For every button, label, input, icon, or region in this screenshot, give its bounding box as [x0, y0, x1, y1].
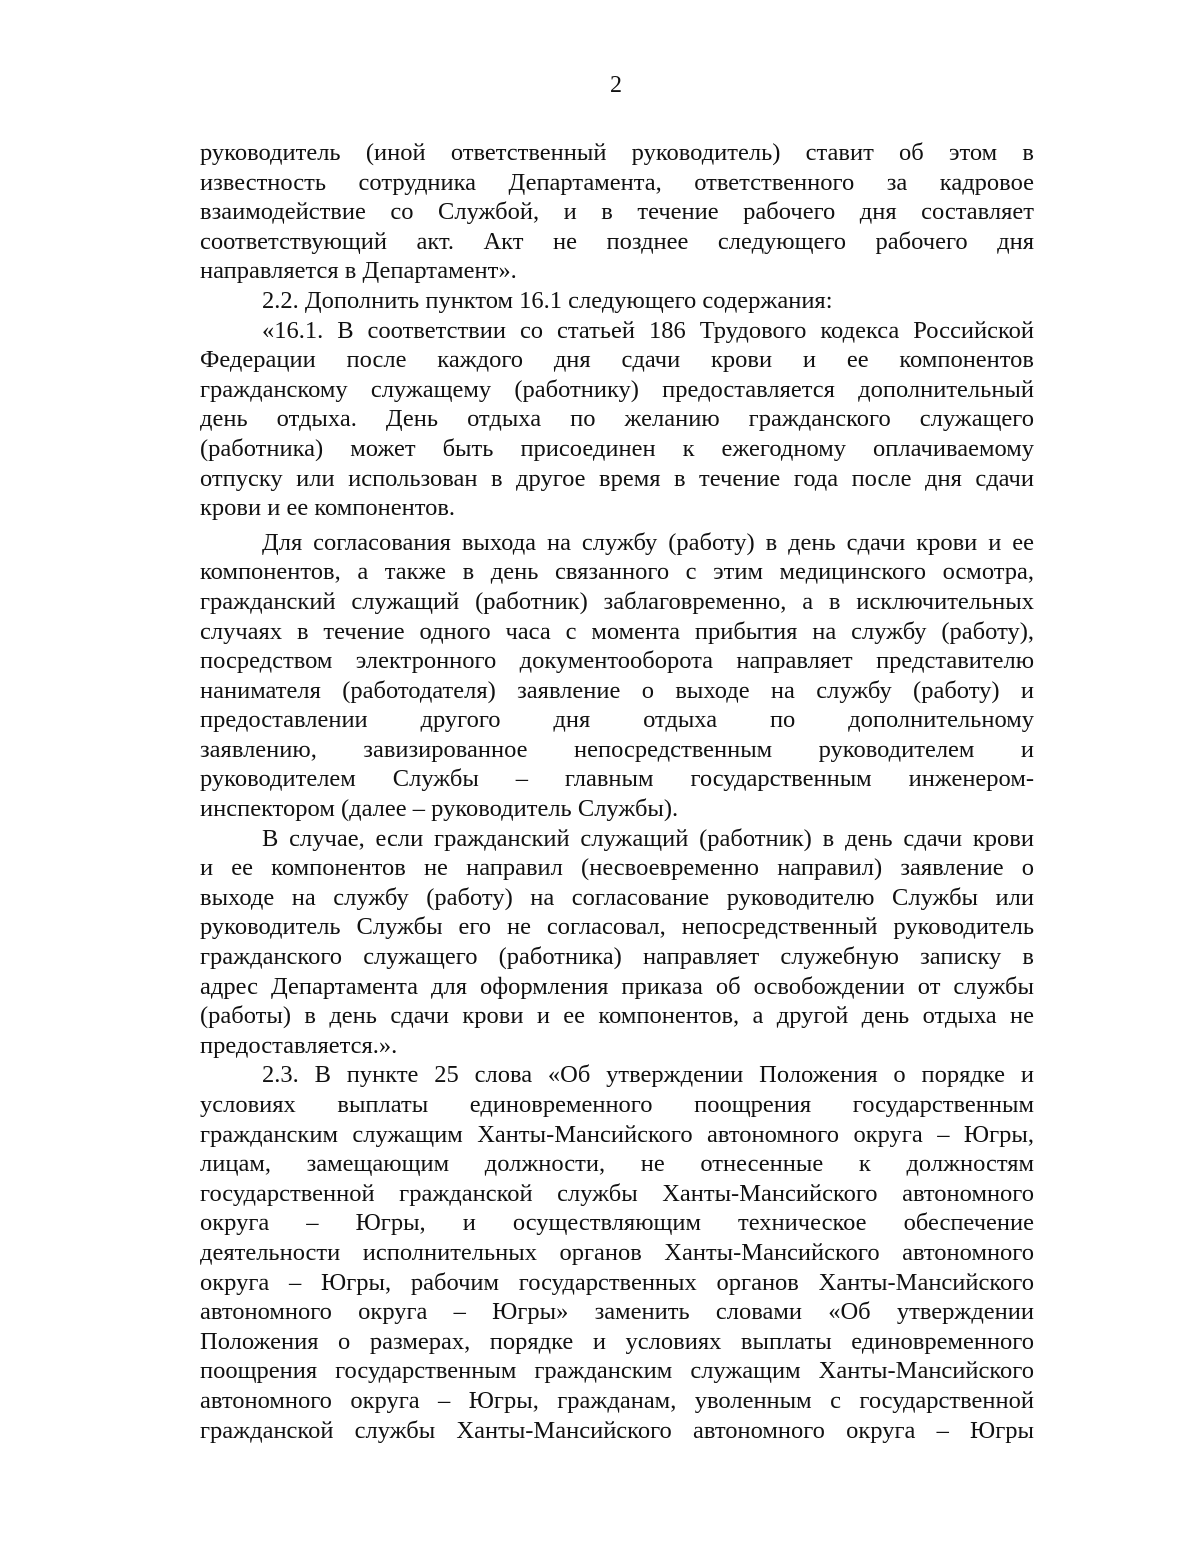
- text-line: (работы) в день сдачи крови и ее компонентов, а другой день отдыха не: [200, 1002, 1034, 1030]
- text-line: отпуску или использован в другое время в течение года после дня сдачи: [200, 464, 1034, 492]
- text-line: Для согласования выхода на службу (работу) в день сдачи крови и ее: [262, 528, 1034, 556]
- text-line: направляется в Департамент».: [200, 257, 517, 285]
- text-line: гражданского служащего (работника) направляет служебную записку в: [200, 943, 1034, 971]
- text-line: округа – Югры, рабочим государственных органов Ханты-Мансийского: [200, 1268, 1034, 1296]
- paragraph-agreement: [200, 528, 1034, 824]
- text-line: взаимодействие со Службой, и в течение рабочего дня составляет: [200, 198, 1034, 226]
- text-line: 2.3. В пункте 25 слова «Об утверждении Положения о порядке и: [262, 1061, 1034, 1089]
- text-line: «16.1. В соответствии со статьей 186 Трудового кодекса Российской: [262, 316, 1034, 344]
- text-line: инспектором (далее – руководитель Службы).: [200, 795, 679, 823]
- text-line: гражданский служащий (работник) заблаговременно, а в исключительных: [200, 587, 1034, 615]
- text-line: В случае, если гражданский служащий (работник) в день сдачи крови: [262, 824, 1034, 852]
- paragraph-continuation: [200, 138, 1034, 286]
- text-line: руководителем Службы – главным государственным инженером-: [200, 765, 1034, 793]
- text-line: Федерации после каждого дня сдачи крови и ее компонентов: [200, 346, 1034, 374]
- text-line: руководитель Службы его не согласовал, непосредственный руководитель: [200, 913, 1034, 941]
- text-line: нанимателя (работодателя) заявление о выходе на службу (работу) и: [200, 676, 1034, 704]
- text-line: (работника) может быть присоединен к ежегодному оплачиваемому: [200, 434, 1034, 462]
- text-line: и ее компонентов не направил (несвоевременно направил) заявление о: [200, 854, 1034, 882]
- paragraph-16-1: [200, 316, 1034, 523]
- paragraph-2-2: [200, 286, 1034, 316]
- text-line: лицам, замещающим должности, не отнесенные к должностям: [200, 1150, 1034, 1178]
- text-line: государственной гражданской службы Ханты-Мансийского автономного: [200, 1179, 1034, 1207]
- text-line: крови и ее компонентов.: [200, 494, 456, 522]
- text-line: деятельности исполнительных органов Ханты-Мансийского автономного: [200, 1238, 1034, 1266]
- text-line: условиях выплаты единовременного поощрения государственным: [200, 1091, 1034, 1118]
- text-line: гражданским служащим Ханты-Мансийского автономного округа – Югры,: [200, 1120, 1034, 1148]
- text-line: известность сотрудника Департамента, ответственного за кадровое: [200, 168, 1034, 196]
- text-line: предоставлении другого дня отдыха по дополнительному: [200, 706, 1034, 734]
- text-line: поощрения государственным гражданским служащим Ханты-Мансийского: [200, 1357, 1034, 1385]
- text-line: автономного округа – Югры» заменить словами «Об утверждении: [200, 1298, 1034, 1326]
- text-line: гражданскому служащему (работнику) предоставляется дополнительный: [200, 375, 1034, 403]
- text-line: автономного округа – Югры, гражданам, уволенным с государственной: [200, 1386, 1034, 1414]
- text-line: предоставляется.».: [200, 1031, 398, 1059]
- text-line: посредством электронного документооборота направляет представителю: [200, 647, 1034, 675]
- text-line: случаях в течение одного часа с момента прибытия на службу (работу),: [200, 617, 1034, 645]
- page-number: 2: [610, 72, 622, 98]
- text-line: руководитель (иной ответственный руководитель) ставит об этом в: [200, 139, 1034, 166]
- paragraph-case: [200, 824, 1034, 1061]
- paragraph-2-3: [200, 1060, 1034, 1445]
- text-line: округа – Югры, и осуществляющим техническое обеспечение: [200, 1209, 1034, 1237]
- text-line: гражданской службы Ханты-Мансийского автономного округа – Югры: [200, 1416, 1034, 1444]
- document-body: [200, 138, 1034, 1445]
- text-line: заявлению, завизированное непосредственным руководителем и: [200, 735, 1034, 763]
- text-line: выходе на службу (работу) на согласование руководителю Службы или: [200, 883, 1034, 911]
- text-line: Положения о размерах, порядке и условиях выплаты единовременного: [200, 1327, 1034, 1355]
- text-line: день отдыха. День отдыха по желанию гражданского служащего: [200, 405, 1034, 433]
- text-line: соответствующий акт. Акт не позднее следующего рабочего дня: [200, 227, 1034, 255]
- text-line: адрес Департамента для оформления приказа об освобождении от службы: [200, 972, 1034, 1000]
- text-line: 2.2. Дополнить пунктом 16.1 следующего содержания:: [262, 286, 833, 314]
- text-line: компонентов, а также в день связанного с этим медицинского осмотра,: [200, 558, 1034, 586]
